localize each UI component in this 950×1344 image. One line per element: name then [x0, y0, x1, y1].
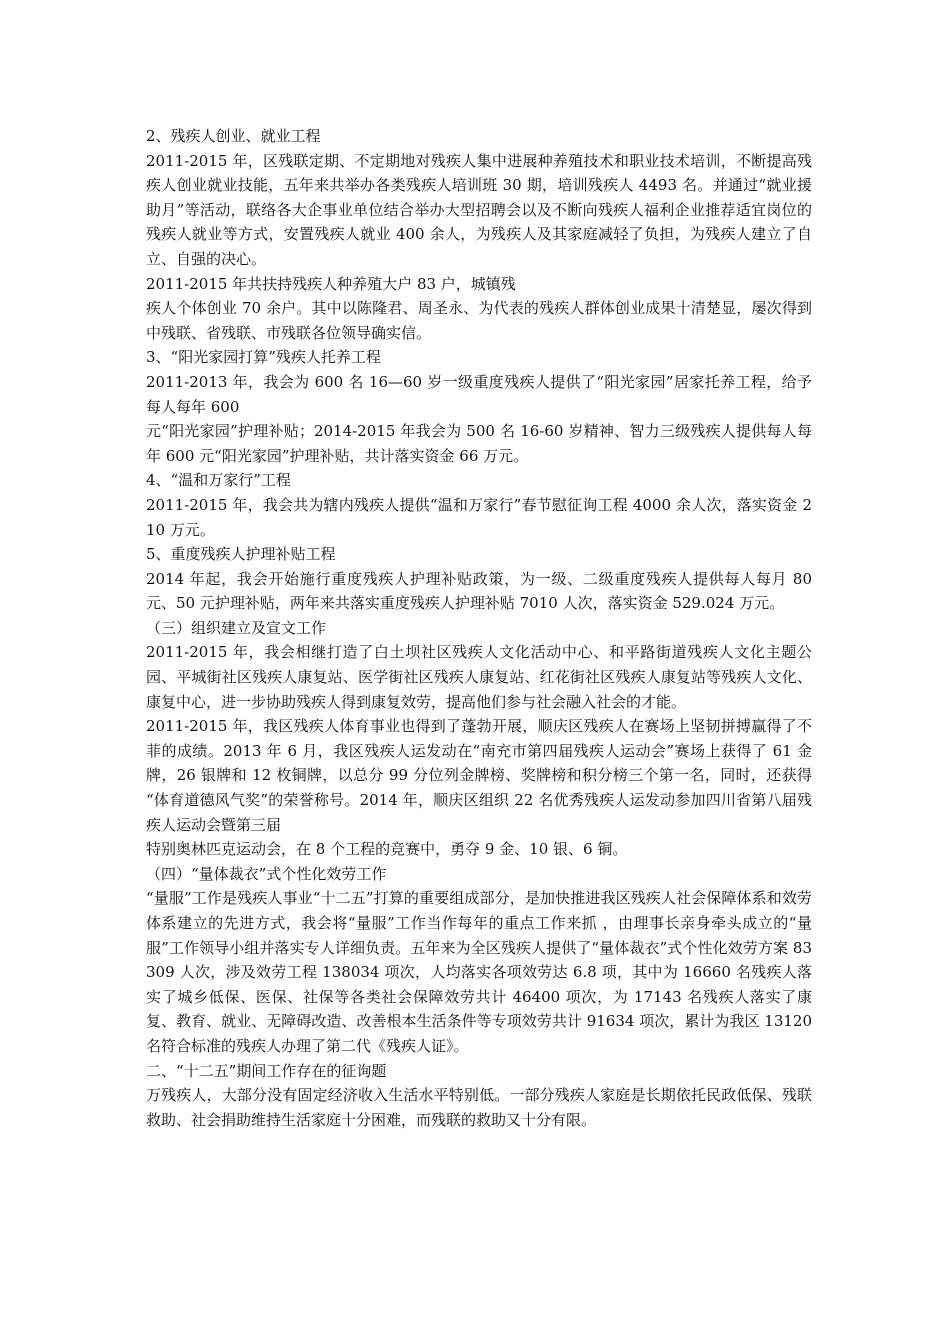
paragraph: 万残疾人，大部分没有固定经济收入生活水平特别低。一部分残疾人家庭是长期依托民政低保、残联救助、社会捐助维持生活家庭十分困难，而残联的救助又十分有限。: [146, 1086, 812, 1129]
section-heading: 5、重度残疾人护理补贴工程: [146, 545, 336, 564]
paragraph: 特别奥林匹克运动会，在 8 个工程的竞赛中，勇夺 9 金、10 银、6 铜。: [146, 840, 628, 859]
paragraph: 2014 年起，我会开始施行重度残疾人护理补贴政策，为一级、二级重度残疾人提供每人每月 80 元、50 元护理补贴，两年来共落实重度残疾人护理补贴 7010 人次，落实资金 529.024 万元。: [146, 569, 812, 613]
paragraph: 元“阳光家园”护理补贴；2014-2015 年我会为 500 名 16-60 岁精神、智力三级残疾人提供每人每年 600 元“阳光家园”护理补贴，共计落实资金 66 万元。: [146, 422, 812, 465]
paragraph: 疾人个体创业 70 余户。其中以陈隆君、周圣永、为代表的残疾人群体创业成果十清楚显，屡次得到 中残联、省残联、市残联各位领导确实信。: [146, 299, 812, 342]
section-heading: 4、“温和万家行”工程: [146, 471, 291, 490]
section-heading: 2、残疾人创业、就业工程: [146, 127, 321, 145]
paragraph: 2011-2015 年，区残联定期、不定期地对残疾人集中进展种养殖技术和职业技术培训，不断提高残疾人创业就业技能，五年来共举办各类残疾人培训班 30 期，培训残疾人 4493 名。并通过“就业援助月”等活动，联络各大企事业单位结合举办大型招聘会以及不断向残疾人福利企业推荐适宜岗位的残疾人就业等方式，安置残疾人就业 400 余人，为残疾人及其家庭减轻了负担，为残疾人建立了自立、自强的决心。: [146, 151, 812, 268]
paragraph: 2011-2015 年，我会共为辖内残疾人提供“温和万家行”春节慰征询工程 4000 余人次，落实资金 210 万元。: [146, 495, 812, 539]
paragraph: 2011-2015 年，我会相继打造了白土坝社区残疾人文化活动中心、和平路街道残疾人文化主题公园、平城街社区残疾人康复站、医学街社区残疾人康复站、红花街社区残疾人康复站等残疾人文化、康复中心，进一步协助残疾人得到康复效劳，提高他们参与社会融入社会的才能。: [146, 643, 812, 711]
paragraph: 2011-2015 年，我区残疾人体育事业也得到了蓬勃开展，顺庆区残疾人在赛场上坚韧拼搏赢得了不菲的成绩。2013 年 6 月，我区残疾人运发动在“南充市第四届残疾人运动会”赛场上获得了 61 金牌，26 银牌和 12 枚铜牌，以总分 99 分位列金牌榜、奖牌榜和积分榜三个第一名，同时，还获得 “体育道德风气奖”的荣誉称号。2014 年，顺庆区组织 22 名优秀残疾人运发动参加四川省第八届残疾人运动会暨第三届: [146, 717, 812, 834]
section-heading: 二、“十二五”期间工作存在的征询题: [146, 1061, 387, 1080]
paragraph: 2011-2015 年共扶持残疾人种养殖大户 83 户，城镇残: [146, 274, 516, 293]
section-heading: 3、“阳光家园打算”残疾人托养工程: [146, 348, 381, 367]
paragraph: “量服”工作是残疾人事业“十二五”打算的重要组成部分，是加快推进我区残疾人社会保障体系和效劳体系建立的先进方式，我会将“量服”工作当作每年的重点工作来抓 ，由理事长亲身牵头成立的“量服”工作领导小组并落实专人详细负责。五年来为全区残疾人提供了“量体裁衣”式个性化效劳方案 83309 人次，涉及效劳工程 138034 项次，人均落实各项效劳达 6.8 项，其中为 16660 名残疾人落实了城乡低保、医保、社保等各类社会保障效劳共计 46400 项次，为 17143 名残疾人落实了康复、教育、就业、无障碍改造、改善根本生活条件等专项效劳共计 91634 项次，累计为我区 13120 名符合标准的残疾人办理了第二代《残疾人证》。: [146, 889, 812, 1055]
document-body: [146, 124, 812, 1132]
section-heading: （四）“量体裁衣”式个性化效劳工作: [146, 864, 387, 883]
section-heading: （三）组织建立及宣文工作: [146, 618, 327, 637]
paragraph: 2011-2013 年，我会为 600 名 16—60 岁一级重度残疾人提供了“阳光家园”居家托养工程，给予每人每年 600: [146, 372, 812, 416]
